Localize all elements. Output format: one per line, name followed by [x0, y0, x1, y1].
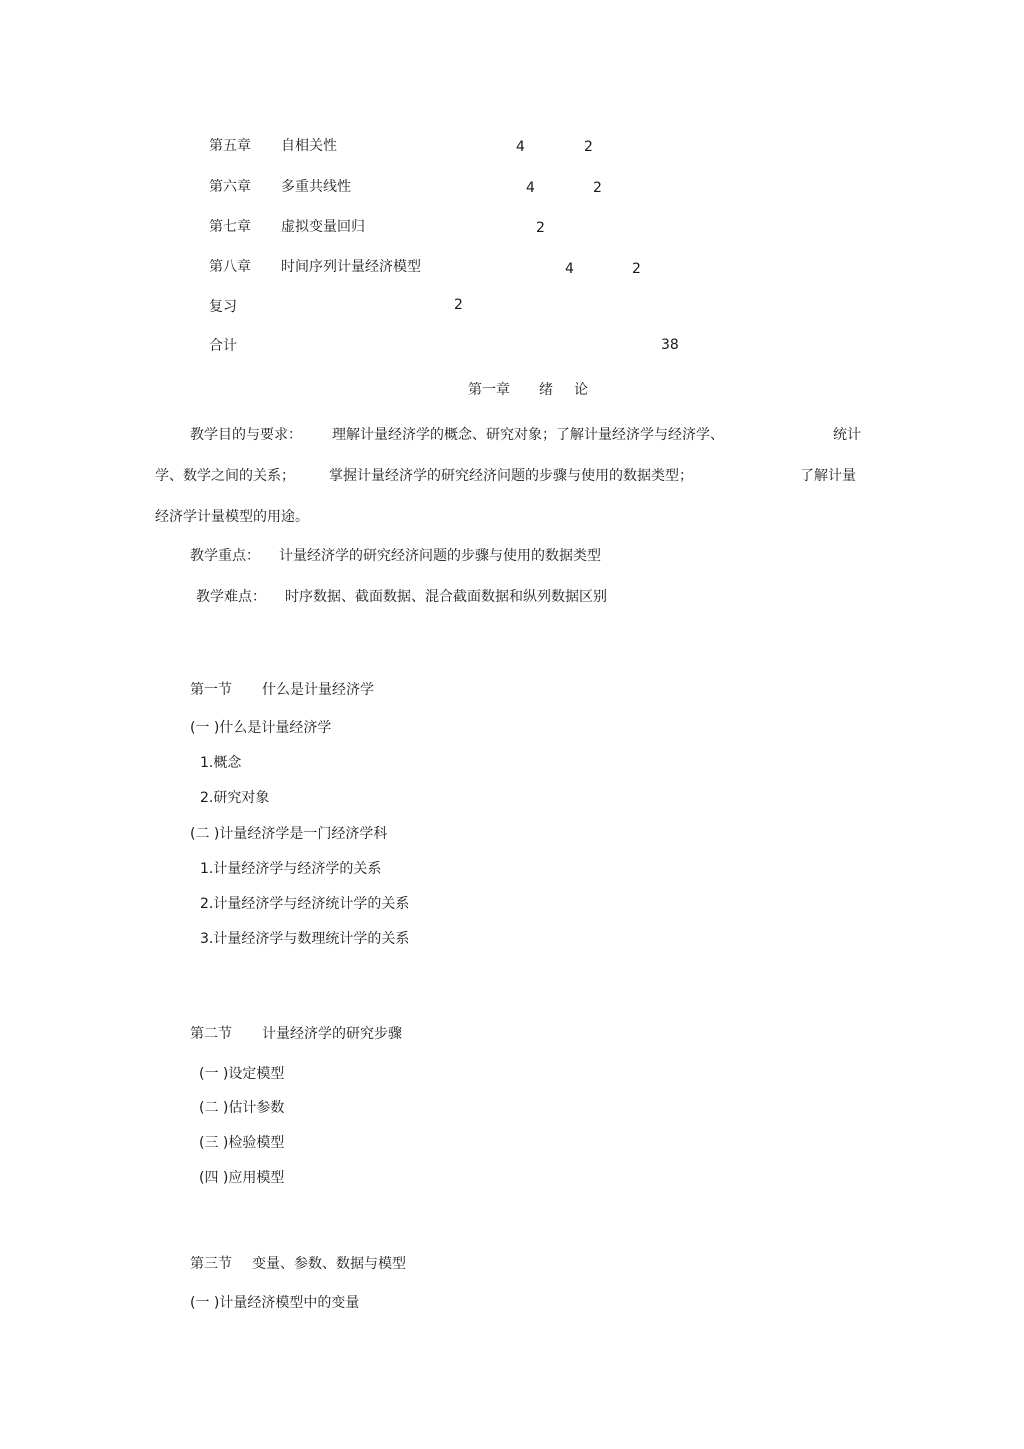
section-number: 第一节	[190, 682, 232, 698]
schedule-hours: 2	[536, 220, 545, 236]
chapter-name: 论	[574, 382, 588, 398]
objectives-text: 理解计量经济学的概念、研究对象；了解计量经济学与经济学、	[332, 427, 724, 443]
section-number: 第二节	[190, 1026, 232, 1042]
section-title: 什么是计量经济学	[262, 682, 374, 698]
outline-item: (二 )估计参数	[199, 1100, 285, 1116]
schedule-title: 自相关性	[281, 138, 337, 154]
schedule-chapter: 合计	[209, 338, 237, 354]
outline-item: (一 )什么是计量经济学	[190, 720, 332, 736]
section-number: 第三节	[190, 1256, 232, 1272]
outline-item: 3.计量经济学与数理统计学的关系	[200, 931, 410, 947]
schedule-chapter: 第六章	[209, 179, 251, 195]
objectives-text: 统计	[833, 427, 861, 443]
schedule-hours: 2	[454, 297, 463, 313]
chapter-name: 绪	[539, 382, 553, 398]
objectives-text: 了解计量	[800, 468, 856, 484]
schedule-chapter: 第七章	[209, 219, 251, 235]
difficulties-label: 教学难点：	[196, 589, 266, 605]
outline-item: (一 )计量经济模型中的变量	[190, 1295, 360, 1311]
outline-item: (三 )检验模型	[199, 1135, 285, 1151]
outline-item: 2.研究对象	[200, 790, 270, 806]
outline-item: (二 )计量经济学是一门经济学科	[190, 826, 388, 842]
section-title: 变量、参数、数据与模型	[252, 1256, 406, 1272]
schedule-hours: 4	[526, 180, 535, 196]
outline-item: (一 )设定模型	[199, 1066, 285, 1082]
schedule-title: 时间序列计量经济模型	[281, 259, 421, 275]
objectives-label: 教学目的与要求：	[190, 427, 302, 443]
schedule-hours: 38	[661, 337, 679, 353]
section-title: 计量经济学的研究步骤	[262, 1026, 402, 1042]
schedule-chapter: 第八章	[209, 259, 251, 275]
outline-item: 1.概念	[200, 755, 242, 771]
schedule-chapter: 第五章	[209, 138, 251, 154]
schedule-title: 虚拟变量回归	[281, 219, 365, 235]
objectives-text: 学、数学之间的关系；	[155, 468, 295, 484]
chapter-number: 第一章	[468, 382, 510, 398]
key-points-label: 教学重点：	[190, 548, 260, 564]
objectives-text: 经济学计量模型的用途。	[155, 509, 309, 525]
schedule-hours: 2	[593, 180, 602, 196]
schedule-title: 多重共线性	[281, 179, 351, 195]
difficulties-text: 时序数据、截面数据、混合截面数据和纵列数据区别	[285, 589, 607, 605]
key-points-text: 计量经济学的研究经济问题的步骤与使用的数据类型	[279, 548, 601, 564]
schedule-hours: 2	[632, 261, 641, 277]
schedule-hours: 4	[516, 139, 525, 155]
schedule-hours: 2	[584, 139, 593, 155]
outline-item: (四 )应用模型	[199, 1170, 285, 1186]
outline-item: 2.计量经济学与经济统计学的关系	[200, 896, 410, 912]
schedule-hours: 4	[565, 261, 574, 277]
schedule-chapter: 复习	[209, 299, 237, 315]
objectives-text: 掌握计量经济学的研究经济问题的步骤与使用的数据类型；	[329, 468, 693, 484]
outline-item: 1.计量经济学与经济学的关系	[200, 861, 382, 877]
